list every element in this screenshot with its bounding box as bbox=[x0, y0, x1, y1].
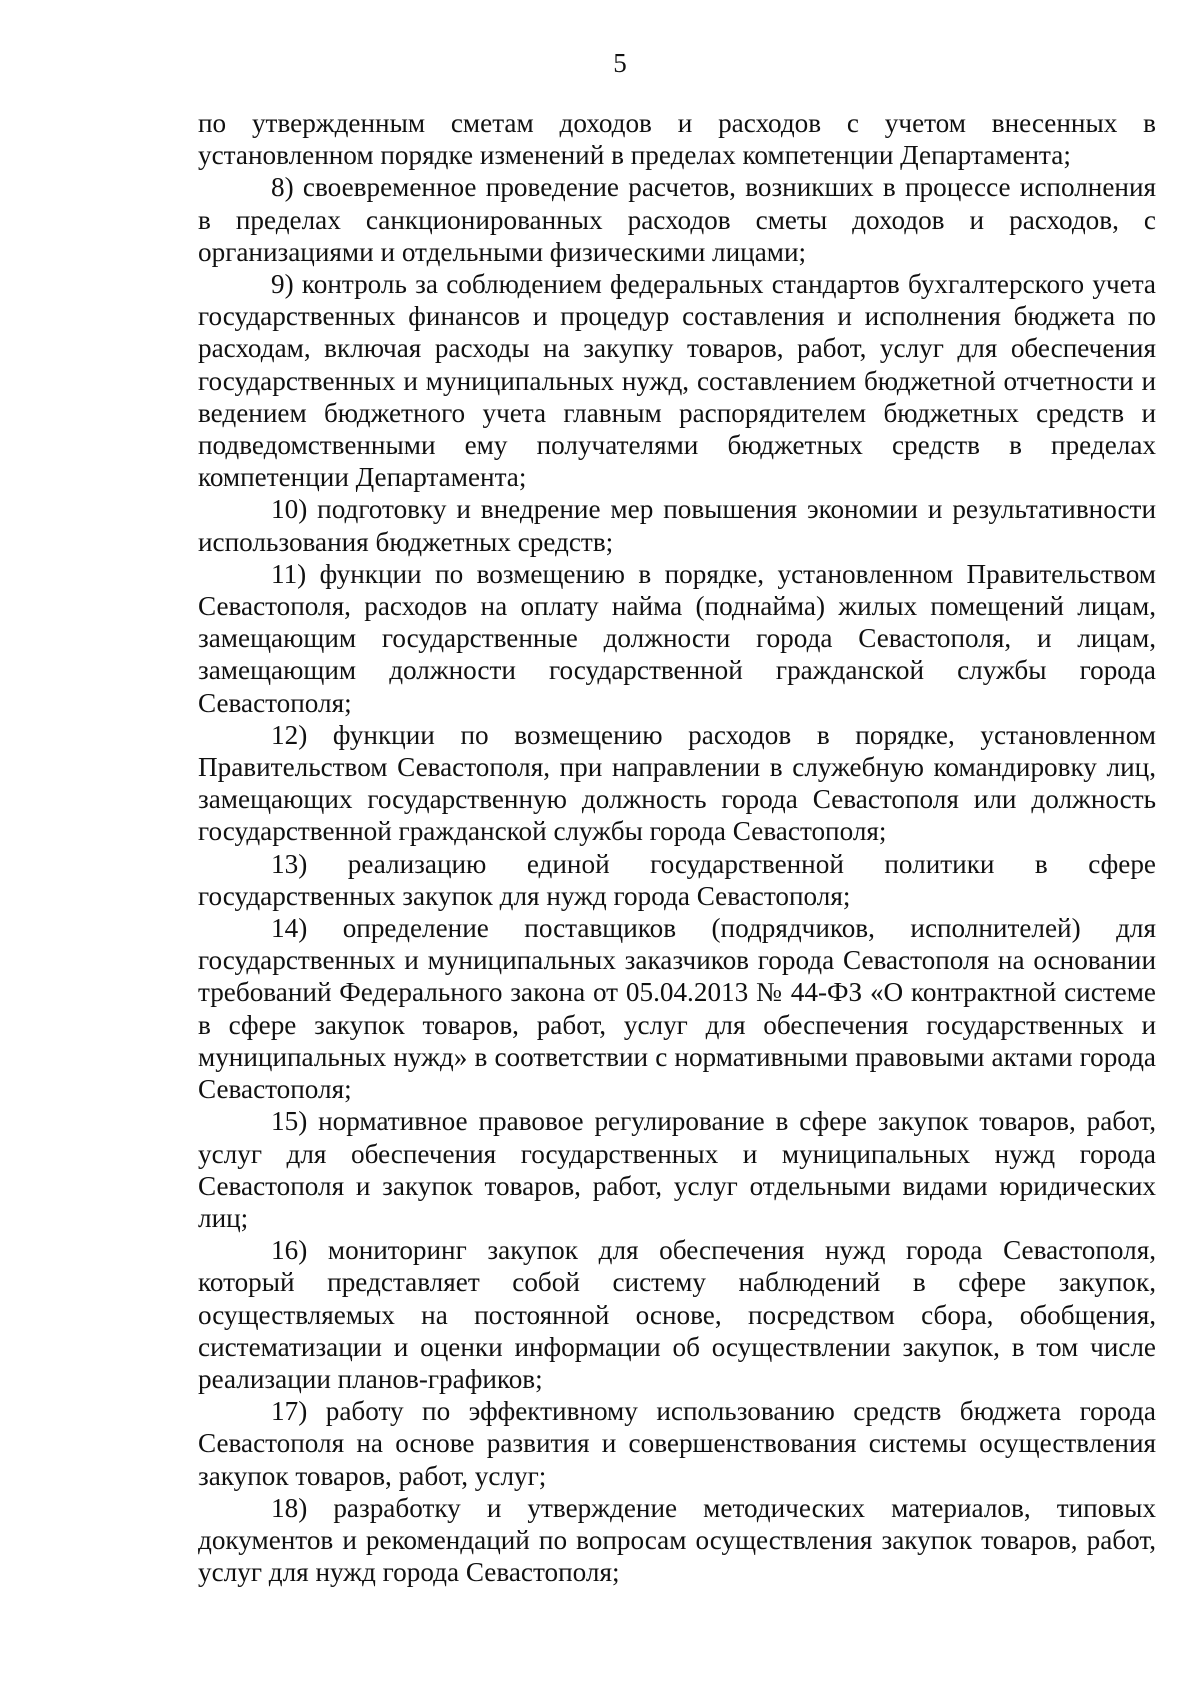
list-item-16: 16) мониторинг закупок для обеспечения нужд города Севастополя, который представляет собой систему наблюдений в сфере закупок, осуществляемых на постоянной основе, посредством сбора, обобщения, систематизации и оценки информации об осуществлении закупок, в том числе реализации планов-графиков; bbox=[198, 1235, 1156, 1394]
document-body bbox=[198, 107, 1156, 1588]
list-item-15: 15) нормативное правовое регулирование в сфере закупок товаров, работ, услуг для обеспечения государственных и муниципальных нужд города Севастополя и закупок товаров, работ, услуг отдельными видами юридических лиц; bbox=[198, 1106, 1156, 1233]
list-item-10: 10) подготовку и внедрение мер повышения экономии и результативности использования бюджетных средств; bbox=[198, 494, 1156, 557]
list-item-18: 18) разработку и утверждение методических материалов, типовых документов и рекомендаций по вопросам осуществления закупок товаров, работ, услуг для нужд города Севастополя; bbox=[198, 1492, 1156, 1588]
list-item-8: 8) своевременное проведение расчетов, возникших в процессе исполнения в пределах санкционированных расходов сметы доходов и расходов, с организациями и отдельными физическими лицами; bbox=[198, 172, 1156, 267]
list-item-11: 11) функции по возмещению в порядке, установленном Правительством Севастополя, расходов на оплату найма (поднайма) жилых помещений лицам, замещающим государственные должности города Севастополя, и лицам, замещающим должности государственной гражданской службы города Севастополя; bbox=[198, 558, 1156, 718]
list-item-9: 9) контроль за соблюдением федеральных стандартов бухгалтерского учета государственных финансов и процедур составления и исполнения бюджета по расходам, включая расходы на закупку товаров, работ, услуг для обеспечения государственных и муниципальных нужд, составлением бюджетной отчетности и ведением бюджетного учета главным распорядителем бюджетных средств и подведомственными ему получателями бюджетных средств в пределах компетенции Департамента; bbox=[198, 269, 1156, 493]
list-item-17: 17) работу по эффективному использованию средств бюджета города Севастополя на основе развития и совершенствования системы осуществления закупок товаров, работ, услуг; bbox=[198, 1396, 1156, 1491]
list-item-14: 14) определение поставщиков (подрядчиков, исполнителей) для государственных и муниципальных заказчиков города Севастополя на основании требований Федерального закона от 05.04.2013 № 44-ФЗ «О контрактной системе в сфере закупок товаров, работ, услуг для обеспечения государственных и муниципальных нужд» в соответствии с нормативными правовыми актами города Севастополя; bbox=[198, 913, 1156, 1105]
list-item-12: 12) функции по возмещению расходов в порядке, установленном Правительством Севастополя, при направлении в служебную командировку лиц, замещающих государственную должность города Севастополя или должность государственной гражданской службы города Севастополя; bbox=[198, 719, 1156, 847]
page-number: 5 bbox=[613, 48, 627, 78]
list-item-13: 13) реализацию единой государственной политики в сфере государственных закупок для нужд города Севастополя; bbox=[198, 848, 1156, 911]
paragraph-continuation: по утвержденным сметам доходов и расходов с учетом внесенных в установленном порядке изменений в пределах компетенции Департамента; bbox=[198, 108, 1156, 171]
